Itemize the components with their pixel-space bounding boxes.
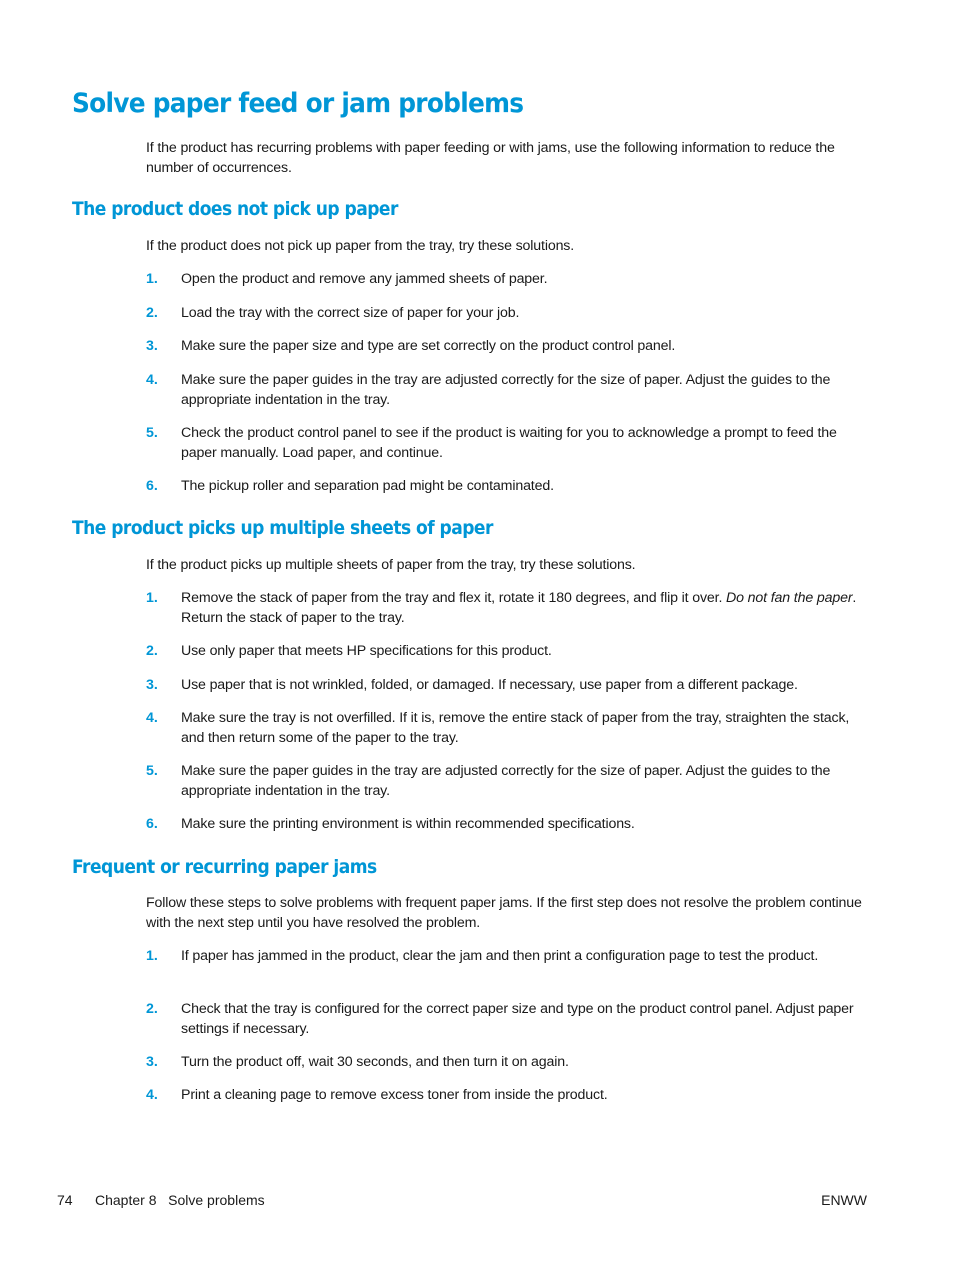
step-number: 2. (146, 1001, 158, 1017)
list-item (146, 762, 876, 801)
step-number: 4. (146, 372, 158, 388)
section-heading-no-pickup: The product does not pick up paper (72, 198, 398, 220)
step-number: 1. (146, 590, 158, 606)
list-item (146, 270, 876, 290)
step-number: 4. (146, 1087, 158, 1103)
list-item (146, 815, 876, 835)
page-title: Solve paper feed or jam problems (72, 88, 524, 119)
step-text: The pickup roller and separation pad might be contaminated. (181, 478, 554, 494)
page-number: 74 (57, 1192, 73, 1208)
list-item (146, 676, 876, 696)
step-number: 5. (146, 425, 158, 441)
step-text: Use only paper that meets HP specifications for this product. (181, 643, 552, 659)
step-text: Make sure the paper guides in the tray are adjusted correctly for the size of paper. Adjust the guides to the appropriate indentation in the tray. (181, 372, 831, 408)
locale-code: ENWW (821, 1192, 867, 1208)
list-item (146, 337, 876, 357)
step-text: Open the product and remove any jammed sheets of paper. (181, 271, 548, 287)
step-text: Use paper that is not wrinkled, folded, or damaged. If necessary, use paper from a different package. (181, 677, 798, 693)
step-number: 2. (146, 643, 158, 659)
step-text-emphasis: Do not fan the paper (726, 590, 853, 606)
section-intro: If the product picks up multiple sheets of paper from the tray, try these solutions. (146, 557, 636, 573)
step-number: 2. (146, 305, 158, 321)
list-item (146, 1086, 876, 1106)
list-item (146, 424, 876, 463)
chapter-label: Chapter 8 Solve problems (95, 1192, 265, 1208)
list-item (146, 947, 876, 967)
step-number: 3. (146, 677, 158, 693)
step-number: 3. (146, 1054, 158, 1070)
list-item (146, 1053, 876, 1073)
step-number: 1. (146, 948, 158, 964)
list-item (146, 589, 876, 628)
section-heading-frequent-jams: Frequent or recurring paper jams (72, 856, 377, 878)
section-intro: Follow these steps to solve problems with frequent paper jams. If the first step does not resolve the problem continue with the next step until you have resolved the problem. (146, 895, 862, 931)
list-item (146, 709, 876, 748)
step-text: Make sure the paper size and type are set correctly on the product control panel. (181, 338, 676, 354)
list-item (146, 1000, 876, 1039)
step-number: 4. (146, 710, 158, 726)
step-text: Turn the product off, wait 30 seconds, and then turn it on again. (181, 1054, 569, 1070)
list-item (146, 304, 876, 324)
step-text: Check the product control panel to see if the product is waiting for you to acknowledge a prompt to feed the paper manually. Load paper, and continue. (181, 425, 837, 461)
step-text: If paper has jammed in the product, clear the jam and then print a configuration page to test the product. (181, 948, 819, 964)
step-text: Make sure the printing environment is within recommended specifications. (181, 816, 635, 832)
step-text-part: Remove the stack of paper from the tray and flex it, rotate it 180 degrees, and flip it over. (181, 590, 727, 606)
step-number: 6. (146, 478, 158, 494)
step-number: 3. (146, 338, 158, 354)
list-item (146, 642, 876, 662)
intro-paragraph: If the product has recurring problems with paper feeding or with jams, use the following information to reduce the number of occurrences. (146, 140, 835, 176)
section-heading-multiple-sheets: The product picks up multiple sheets of paper (72, 517, 493, 539)
step-text: Load the tray with the correct size of paper for your job. (181, 305, 520, 321)
step-text (181, 589, 876, 628)
step-text: Make sure the paper guides in the tray are adjusted correctly for the size of paper. Adjust the guides to the appropriate indentation in the tray. (181, 763, 831, 799)
step-text: Make sure the tray is not overfilled. If it is, remove the entire stack of paper from the tray, straighten the stack, and then return some of the paper to the tray. (181, 710, 850, 746)
step-number: 6. (146, 816, 158, 832)
step-number: 5. (146, 763, 158, 779)
step-text: Print a cleaning page to remove excess toner from inside the product. (181, 1087, 608, 1103)
step-text-part: . Return the stack of paper to the tray. (181, 590, 857, 626)
section-intro: If the product does not pick up paper from the tray, try these solutions. (146, 238, 575, 254)
list-item (146, 477, 876, 497)
step-number: 1. (146, 271, 158, 287)
step-text: Check that the tray is configured for the correct paper size and type on the product control panel. Adjust paper settings if necessary. (181, 1001, 854, 1037)
list-item (146, 371, 876, 410)
